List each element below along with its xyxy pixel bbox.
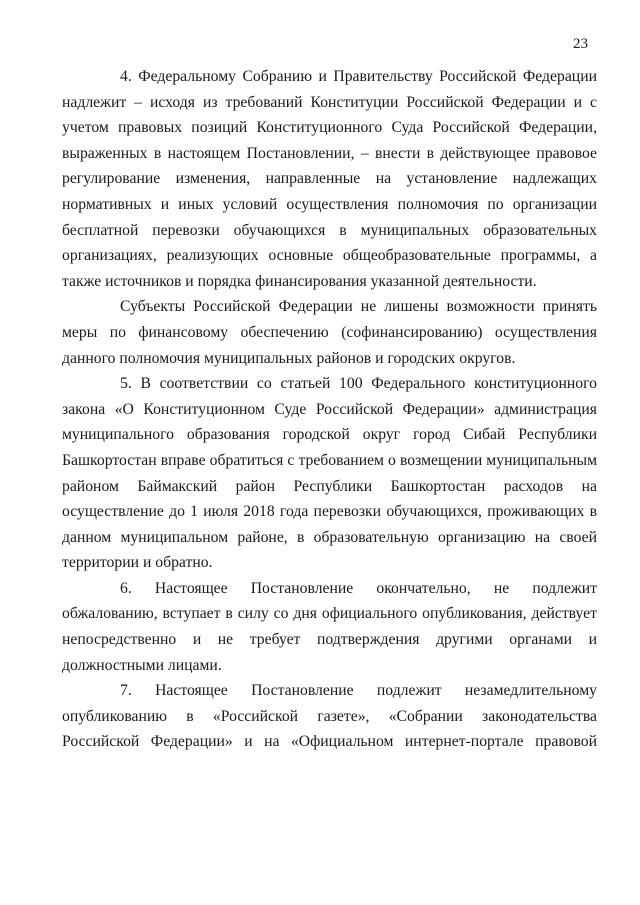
paragraph-4-continuation: Субъекты Российской Федерации не лишены возможности принять меры по финансовому обеспечению (софинансированию) осуществления данного полномочия муниципальных районов и городских округов. [62, 298, 597, 367]
document-body [62, 64, 597, 755]
paragraph-7: 7. Настоящее Постановление подлежит незамедлительному опубликованию в «Российской газете», «Собрании законодательства Российской Федерации» и на «Официальном интернет-портале правовой [62, 682, 597, 751]
paragraph-4: 4. Федеральному Собранию и Правительству Российской Федерации надлежит – исходя из требований Конституции Российской Федерации и с учетом правовых позиций Конституционного Суда Российской Федерации, выраженных в настоящем Постановлении, – внести в действующее правовое регулирование изменения, направленные на установление надлежащих нормативных и иных условий осуществления полномочия по организации бесплатной перевозки обучающихся в муниципальных образовательных организациях, реализующих основные общеобразовательные программы, а также источников и порядка финансирования указанной деятельности. [62, 68, 597, 290]
paragraph-6: 6. Настоящее Постановление окончательно, не подлежит обжалованию, вступает в силу со дня официального опубликования, действует непосредственно и не требует подтверждения другими органами и должностными лицами. [62, 579, 597, 674]
paragraph-5: 5. В соответствии со статьей 100 Федерального конституционного закона «О Конституционном Суде Российской Федерации» администрация муниципального образования городской округ город Сибай Республики Башкортостан вправе обратиться с требованием о возмещении муниципальным районом Баймакский район Республики Башкортостан расходов на осуществление до 1 июля 2018 года перевозки обучающихся, проживающих в данном муниципальном районе, в образовательную организацию на своей территории и обратно. [62, 375, 597, 572]
page-number: 23 [573, 36, 588, 52]
